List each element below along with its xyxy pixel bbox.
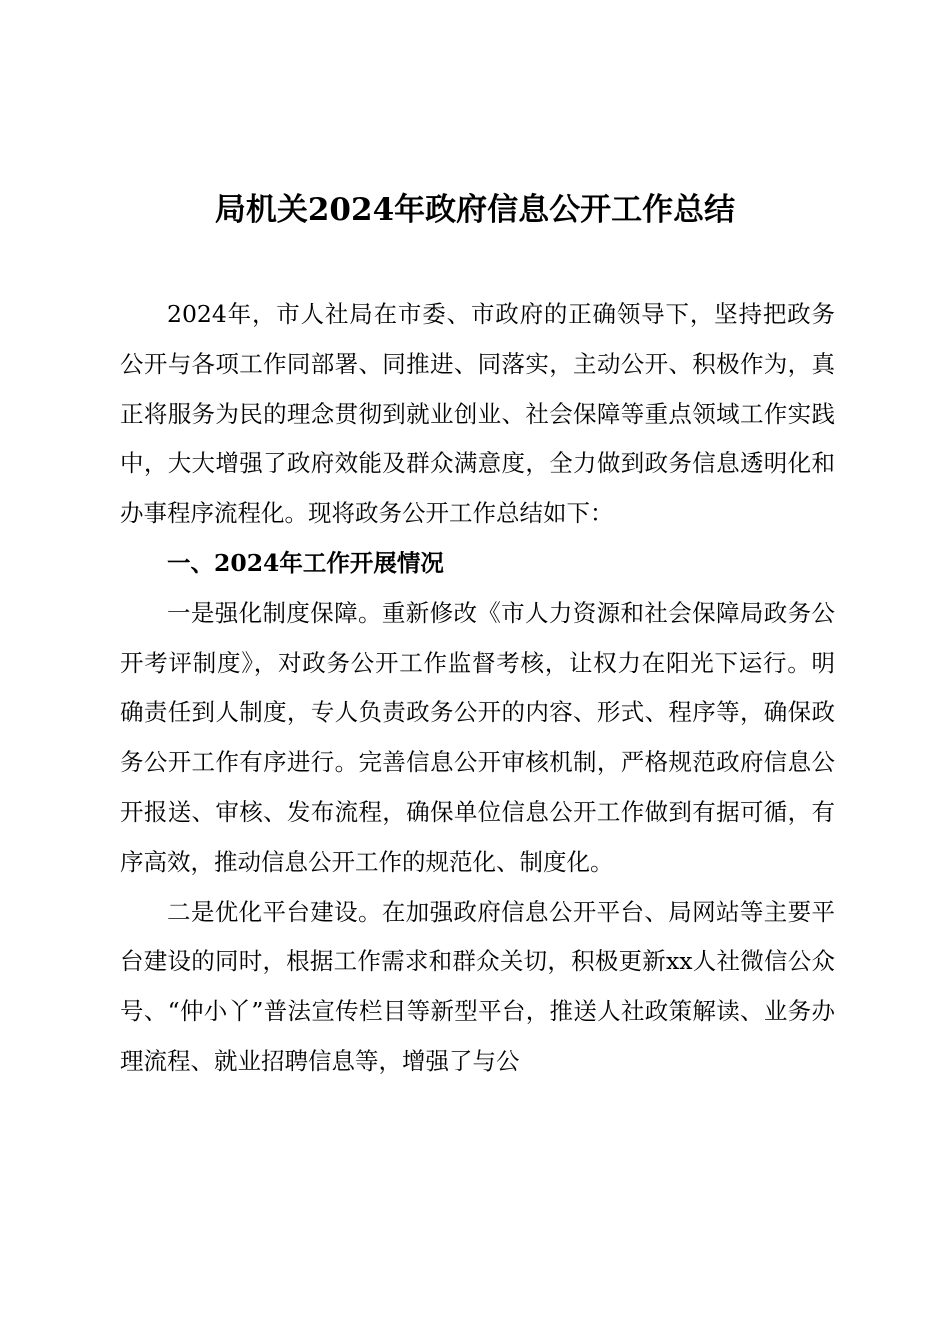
intro-paragraph: 2024年，市人社局在市委、市政府的正确领导下，坚持把政务公开与各项工作同部署、同推进、同落实，主动公开、积极作为，真正将服务为民的理念贯彻到就业创业、社会保障等重点领域工作实践中，大大增强了政府效能及群众满意度，全力做到政务信息透明化和办事程序流程化。现将政务公开工作总结如下： [120, 300, 835, 528]
document-title: 局机关2024年政府信息公开工作总结 [214, 192, 736, 228]
point-1-paragraph: 一是强化制度保障。重新修改《市人力资源和社会保障局政务公开考评制度》，对政务公开工作监督考核，让权力在阳光下运行。明确责任到人制度，专人负责政务公开的内容、形式、程序等，确保政务公开工作有序进行。完善信息公开审核机制，严格规范政府信息公开报送、审核、发布流程，确保单位信息公开工作做到有据可循，有序高效，推动信息公开工作的规范化、制度化。 [120, 598, 835, 876]
point-2-paragraph: 二是优化平台建设。在加强政府信息公开平台、局网站等主要平台建设的同时，根据工作需求和群众关切，积极更新xx人社微信公众号、“仲小丫”普法宣传栏目等新型平台，推送人社政策解读、业务办理流程、就业招聘信息等，增强了与公 [120, 897, 835, 1075]
section-heading-1: 一、2024年工作开展情况 [167, 548, 444, 577]
document-body [120, 290, 835, 1087]
